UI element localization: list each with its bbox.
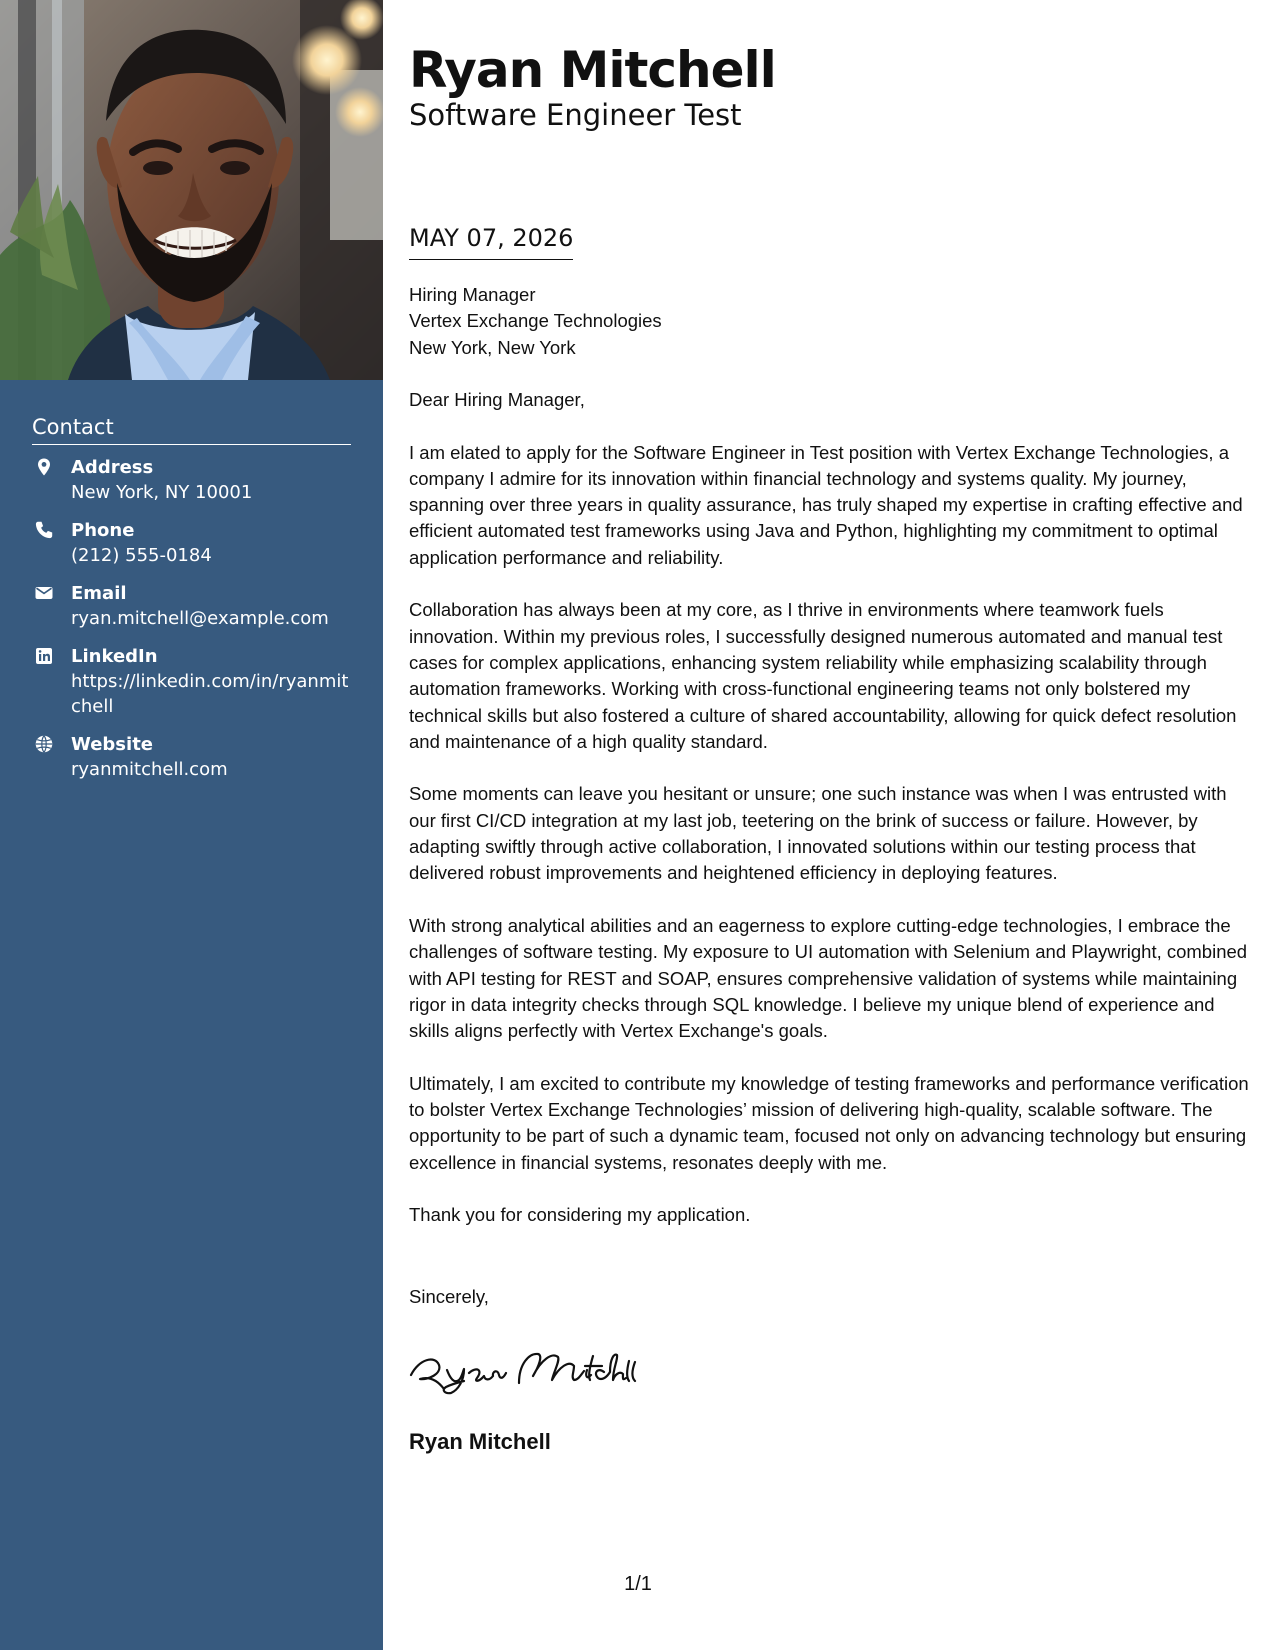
contact-address-label: Address	[71, 457, 154, 478]
contact-linkedin	[32, 644, 351, 719]
body-paragraph: Collaboration has always been at my core, as I thrive in environments where teamwork fuels innovation. Within my previous roles, I successfully designed numerous automated and manual test cases for complex applications, enhancing system reliability while emphasizing scalability through automation frameworks. Working with cross-functional engineering teams not only bolstered my technical skills but also fostered a culture of shared accountability, allowing for quick defect resolution and maintenance of a high quality standard.	[409, 599, 1237, 752]
candidate-name: Ryan Mitchell	[409, 41, 776, 99]
envelope-icon	[34, 583, 54, 603]
contact-heading: Contact	[32, 412, 351, 445]
body-paragraph: With strong analytical abilities and an eagerness to explore cutting-edge technologies, I embrace the challenges of software testing. My exposure to UI automation with Selenium and Playwright, combined with API testing for REST and SOAP, ensures comprehensive validation of systems while maintaining rigor in data integrity checks through SQL knowledge. I believe my unique blend of experience and skills aligns perfectly with Vertex Exchange's goals.	[409, 914, 1248, 1042]
signature	[407, 1342, 637, 1396]
body-paragraph: Ultimately, I am excited to contribute my knowledge of testing frameworks and performance verification to bolster Vertex Exchange Technologies’ mission of delivering high-quality, scalable software. The opportunity to be part of such a dynamic team, focused not only on advancing technology but ensuring excellence in financial systems, resonates deeply with me.	[409, 1072, 1249, 1173]
candidate-title: Software Engineer Test	[409, 98, 742, 132]
letter-body	[409, 387, 1249, 1255]
recipient-line: New York, New York	[409, 336, 576, 358]
recipient-line: Hiring Manager	[409, 284, 536, 305]
linkedin-icon	[34, 646, 54, 666]
contact-address-value: New York, NY 10001	[71, 482, 253, 503]
contact-email-value: ryan.mitchell@example.com	[71, 608, 329, 629]
contact-phone-value: (212) 555-0184	[71, 545, 212, 566]
letter-header	[409, 40, 1249, 132]
recipient-line: Vertex Exchange Technologies	[409, 310, 662, 332]
map-pin-icon	[34, 457, 54, 477]
sidebar	[0, 0, 383, 1650]
contact-section	[32, 412, 351, 795]
recipient-block	[409, 282, 662, 361]
closing: Sincerely,	[409, 1286, 489, 1307]
globe-icon	[34, 734, 54, 754]
letter-date: MAY 07, 2026	[409, 222, 573, 260]
contact-website	[32, 732, 351, 782]
contact-email	[32, 581, 351, 631]
contact-address	[32, 455, 351, 505]
greeting: Dear Hiring Manager,	[409, 389, 585, 410]
contact-email-label: Email	[71, 583, 127, 604]
profile-photo	[0, 0, 383, 380]
contact-phone-label: Phone	[71, 520, 135, 541]
contact-phone	[32, 518, 351, 568]
body-paragraph: Thank you for considering my application.	[409, 1204, 751, 1226]
contact-linkedin-label: LinkedIn	[71, 646, 158, 667]
body-paragraph: I am elated to apply for the Software Engineer in Test position with Vertex Exchange Technologies, a company I admire for its innovation within financial technology and systems quality. My journey, spanning over three years in quality assurance, has truly shaped my expertise in crafting effective and efficient automated test frameworks using Java and Python, highlighting my commitment to optimal application performance and reliability.	[409, 441, 1243, 568]
phone-icon	[34, 520, 54, 540]
signer-name: Ryan Mitchell	[409, 1429, 551, 1454]
contact-website-value: ryanmitchell.com	[71, 759, 228, 780]
contact-website-label: Website	[71, 734, 154, 755]
contact-linkedin-value: https://linkedin.com/in/ryanmitchell	[71, 671, 349, 717]
body-paragraph: Some moments can leave you hesitant or unsure; one such instance was when I was entrusted with our first CI/CD integration at my last job, teetering on the brink of success or failure. However, by adapting swiftly through active collaboration, I innovated solutions within our testing process that delivered robust improvements and heightened efficiency in deploying features.	[409, 783, 1227, 884]
page-number: 1/1	[624, 1573, 652, 1595]
